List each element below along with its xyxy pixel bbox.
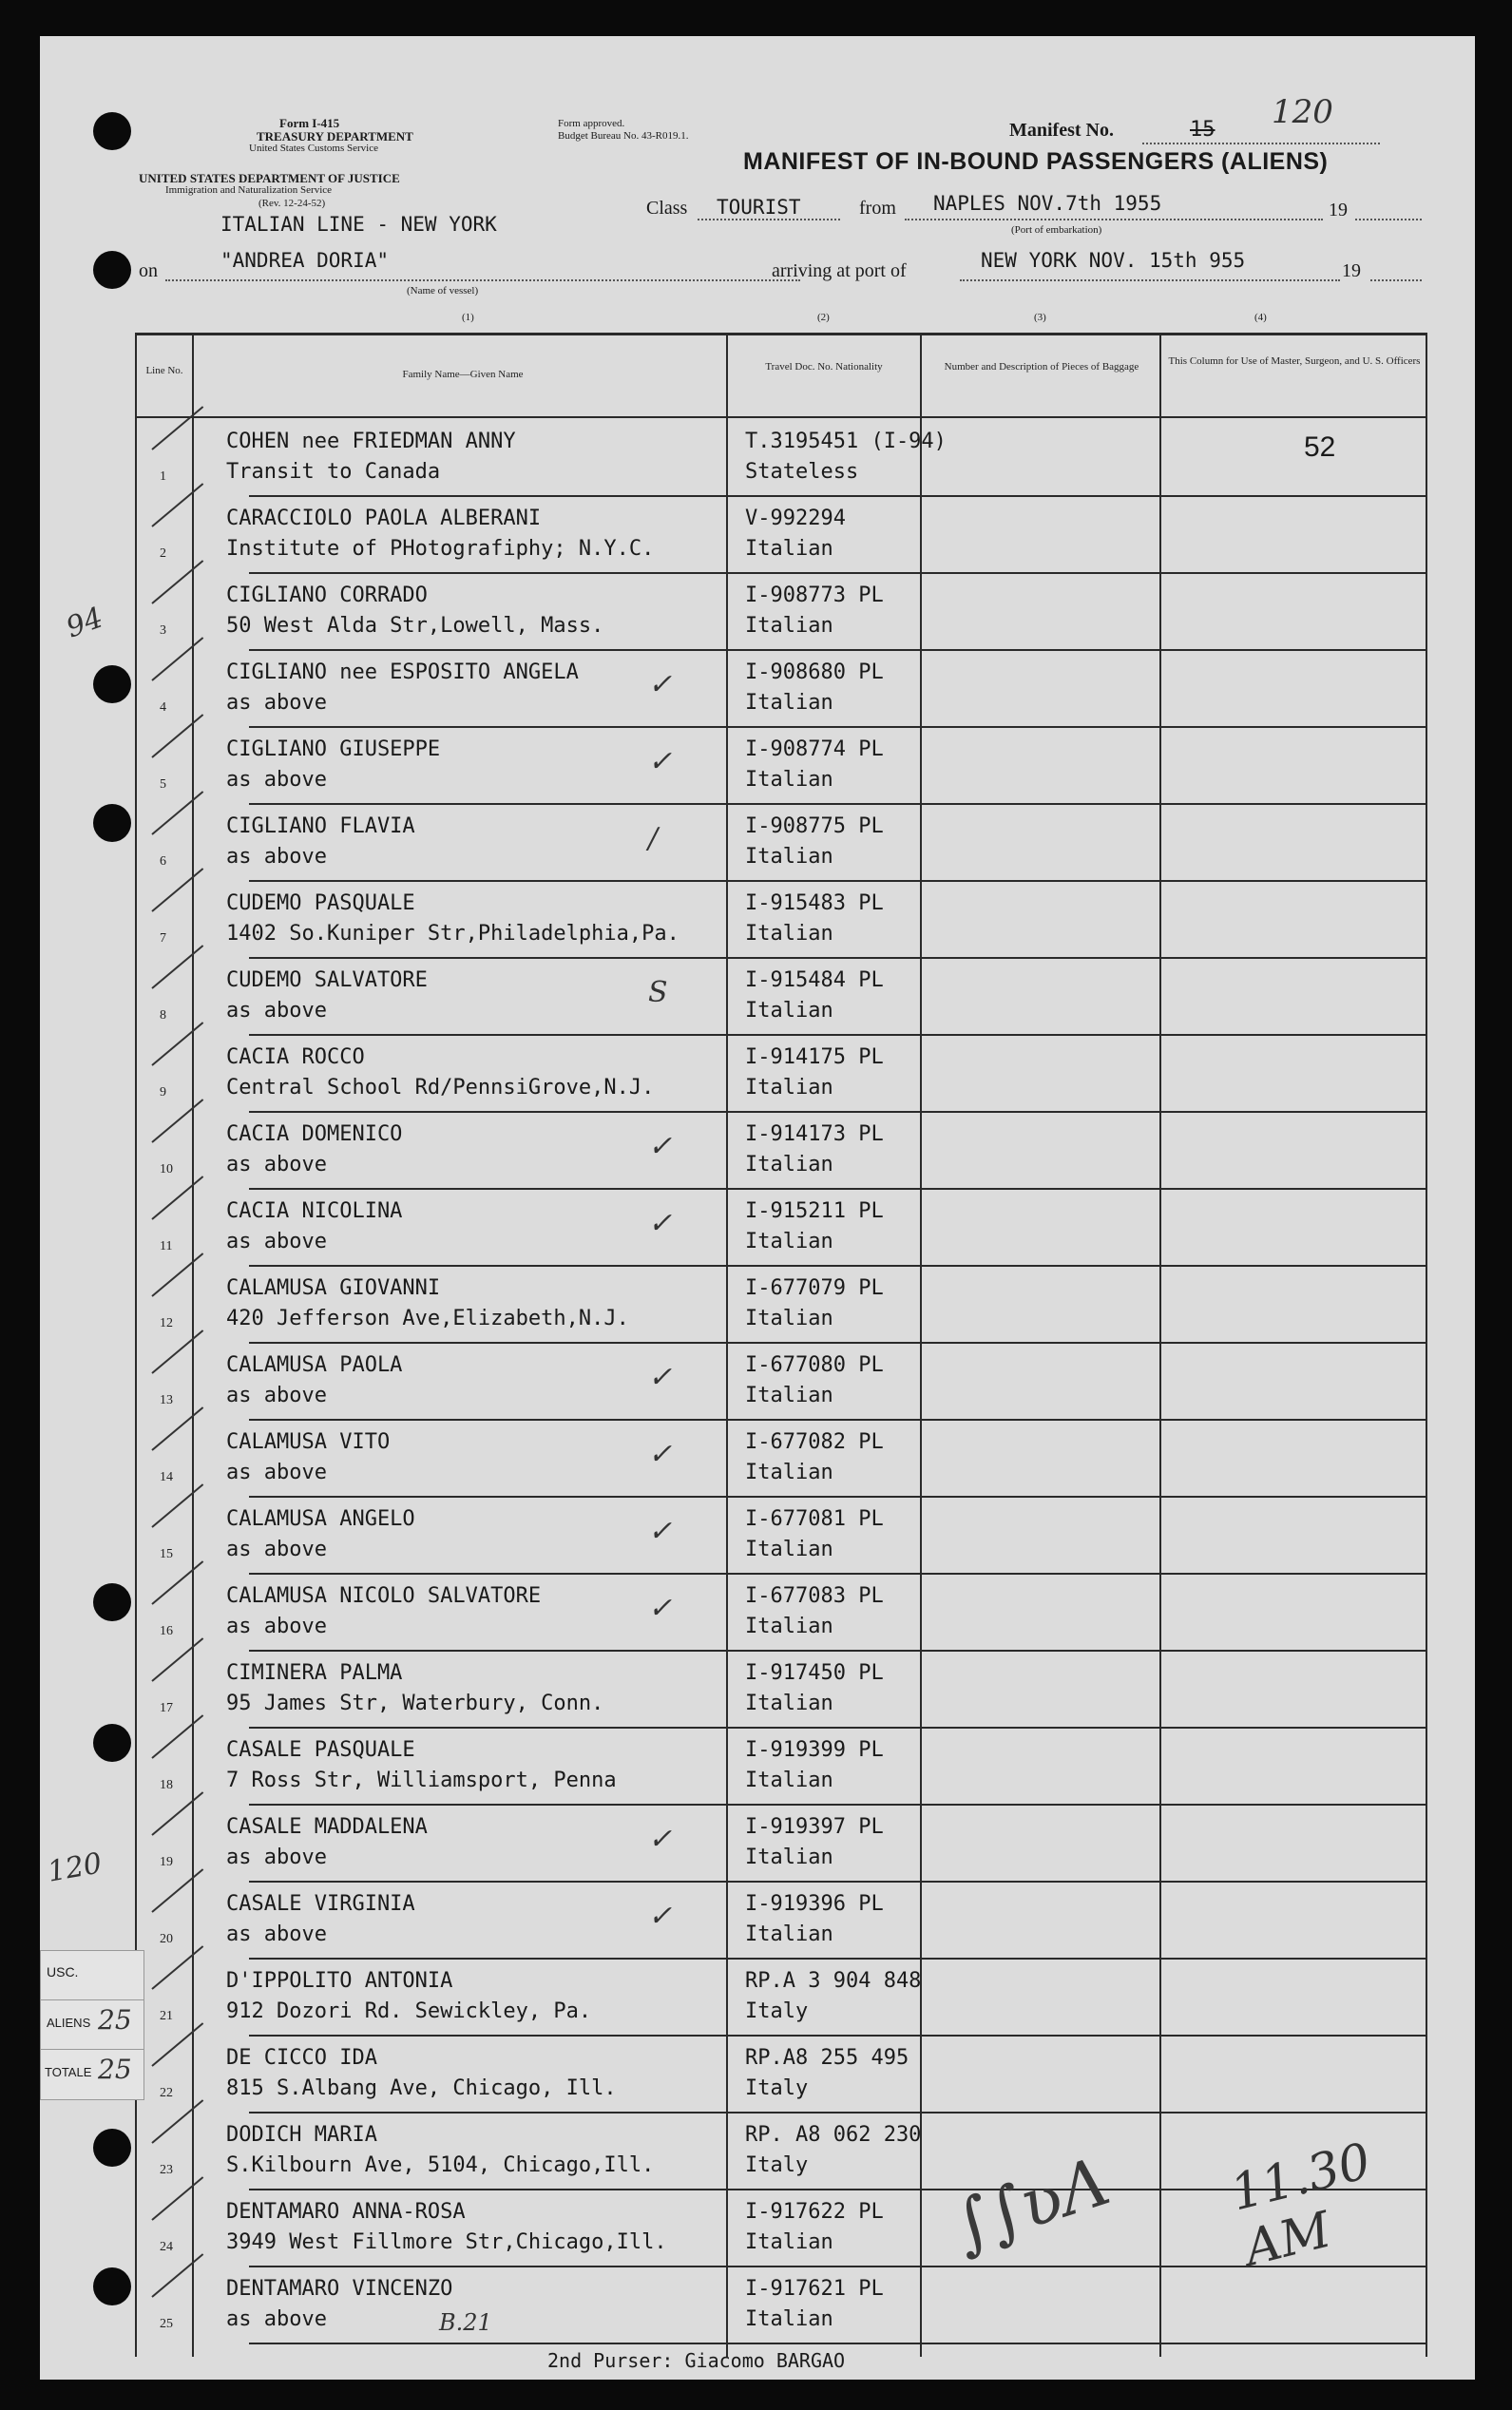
passenger-name: CACIA ROCCO [226, 1045, 365, 1069]
line-number: 24 [160, 2240, 173, 2254]
nationality: Italian [745, 768, 833, 792]
col-number-4: (4) [1254, 312, 1267, 323]
nationality: Italian [745, 1922, 833, 1946]
from-label: from [859, 198, 896, 219]
passenger-name: CASALE PASQUALE [226, 1738, 415, 1762]
passenger-address: 912 Dozori Rd. Sewickley, Pa. [226, 1999, 592, 2023]
nationality: Italian [745, 845, 833, 869]
travel-doc-number: I-908774 PL [745, 737, 884, 761]
binder-hole [93, 665, 131, 703]
binder-hole [93, 2129, 131, 2167]
travel-doc-number: I-677081 PL [745, 1507, 884, 1531]
from-value: NAPLES NOV.7th 1955 [933, 192, 1162, 215]
passenger-name: D'IPPOLITO ANTONIA [226, 1969, 453, 1993]
travel-doc-number: V-992294 [745, 507, 846, 530]
binder-hole [93, 1583, 131, 1621]
line-number: 11 [160, 1239, 173, 1253]
nationality: Italian [745, 1769, 833, 1792]
passenger-address: Institute of PHotografiphy; N.Y.C. [226, 537, 655, 561]
year-suffix-2: 19 [1342, 260, 1361, 281]
passenger-name: CIGLIANO GIUSEPPE [226, 737, 441, 761]
binder-hole [93, 112, 131, 150]
passenger-name: CIGLIANO FLAVIA [226, 814, 415, 838]
year-line [1355, 219, 1422, 220]
col-number-1: (1) [462, 312, 474, 323]
manifest-sheet [40, 36, 1475, 2380]
binder-hole [93, 804, 131, 842]
check-mark: ✓ [648, 1130, 673, 1163]
travel-doc-number: I-919396 PL [745, 1892, 884, 1916]
header-name: Family Name—Given Name [402, 369, 524, 380]
check-mark: ✓ [648, 1361, 673, 1394]
line-number: 1 [160, 469, 166, 484]
nationality: Italian [745, 691, 833, 715]
table-row [40, 959, 1427, 1036]
passenger-address: as above [226, 1538, 327, 1561]
line-number: 16 [160, 1624, 173, 1638]
stamp-usc-box [40, 1950, 144, 2001]
nationality: Italian [745, 1230, 833, 1253]
table-row [40, 2037, 1427, 2114]
table-row [40, 1036, 1427, 1113]
revision: (Rev. 12-24-52) [258, 198, 326, 209]
travel-doc-number: I-915483 PL [745, 891, 884, 915]
passenger-name: CALAMUSA ANGELO [226, 1507, 415, 1531]
travel-doc-number: I-915484 PL [745, 968, 884, 992]
bottom-hand-note: B.21 [439, 2309, 492, 2336]
table-header-rule [135, 416, 1427, 418]
line-number: 23 [160, 2163, 173, 2177]
nationality: Italy [745, 2076, 809, 2100]
nationality: Italian [745, 922, 833, 946]
binder-hole [93, 2267, 131, 2305]
table-row [40, 1113, 1427, 1190]
form-approved: Form approved. [558, 118, 625, 129]
header-officers: This Column for Use of Master, Surgeon, and U. S. Officers [1168, 355, 1421, 367]
justice-dept: UNITED STATES DEPARTMENT OF JUSTICE [139, 171, 400, 185]
passenger-name: CALAMUSA VITO [226, 1430, 391, 1454]
nationality: Italian [745, 1692, 833, 1715]
table-row [40, 2114, 1427, 2190]
arriving-line [960, 279, 1340, 281]
passenger-address: 50 West Alda Str,Lowell, Mass. [226, 614, 604, 638]
check-mark: ✓ [648, 1592, 673, 1625]
travel-doc-number: T.3195451 (I-94) [745, 430, 947, 453]
travel-doc-number: I-917622 PL [745, 2200, 884, 2224]
passenger-name: CALAMUSA PAOLA [226, 1353, 403, 1377]
col-number-3: (3) [1034, 312, 1046, 323]
manifest-title: MANIFEST OF IN-BOUND PASSENGERS (ALIENS) [743, 148, 1329, 175]
line-number: 15 [160, 1547, 173, 1561]
travel-doc-number: RP. A8 062 230 [745, 2123, 922, 2147]
table-row [40, 1806, 1427, 1883]
line-number: 2 [160, 546, 166, 561]
travel-doc-number: I-908680 PL [745, 660, 884, 684]
stamp-total-value: 25 [98, 2054, 132, 2085]
passenger-name: CIGLIANO nee ESPOSITO ANGELA [226, 660, 579, 684]
passenger-address: 420 Jefferson Ave,Elizabeth,N.J. [226, 1307, 629, 1330]
embark-caption: (Port of embarkation) [1011, 224, 1102, 236]
line-number: 6 [160, 854, 166, 869]
travel-doc-number: I-677080 PL [745, 1353, 884, 1377]
line-number: 12 [160, 1316, 173, 1330]
manifest-no-line [1142, 143, 1380, 144]
check-mark: ✓ [648, 1207, 673, 1240]
nationality: Italian [745, 2230, 833, 2254]
table-row [40, 651, 1427, 728]
line-number: 17 [160, 1701, 173, 1715]
line-number: 10 [160, 1162, 173, 1176]
travel-doc-number: I-677083 PL [745, 1584, 884, 1608]
officer-note: 52 [1304, 431, 1336, 463]
travel-doc-number: I-914175 PL [745, 1045, 884, 1069]
line-number: 19 [160, 1855, 173, 1869]
travel-doc-number: I-677082 PL [745, 1430, 884, 1454]
travel-doc-number: RP.A 3 904 848 [745, 1969, 922, 1993]
table-row [40, 497, 1427, 574]
arriving-label: arriving at port of [772, 260, 907, 281]
form-number: Form I-415 [279, 116, 340, 130]
passenger-address: 815 S.Albang Ave, Chicago, Ill. [226, 2076, 617, 2100]
line-number: 14 [160, 1470, 173, 1484]
line-number: 18 [160, 1778, 173, 1792]
stamp-aliens: ALIENS [47, 2016, 91, 2030]
passenger-name: CACIA DOMENICO [226, 1122, 403, 1146]
passenger-name: CALAMUSA GIOVANNI [226, 1276, 441, 1300]
stamp-aliens-box [40, 1999, 144, 2051]
passenger-address: as above [226, 1846, 327, 1869]
table-row [40, 1883, 1427, 1960]
passenger-address: as above [226, 1384, 327, 1407]
check-mark: ✓ [648, 1900, 673, 1933]
travel-doc-number: RP.A8 255 495 [745, 2046, 909, 2070]
passenger-name: CUDEMO SALVATORE [226, 968, 428, 992]
line-number: 5 [160, 777, 166, 792]
check-mark: ✓ [648, 1438, 673, 1471]
passenger-name: CARACCIOLO PAOLA ALBERANI [226, 507, 542, 530]
purser-signature-line: 2nd Purser: Giacomo BARGAO [547, 2349, 846, 2372]
shipping-line: ITALIAN LINE - NEW YORK [220, 213, 497, 236]
table-row [40, 1729, 1427, 1806]
table-row [40, 1960, 1427, 2037]
passenger-address: as above [226, 1153, 327, 1176]
treasury-dept: TREASURY DEPARTMENT [257, 129, 413, 143]
passenger-address: as above [226, 691, 327, 715]
passenger-address: as above [226, 845, 327, 869]
passenger-address: 3949 West Fillmore Str,Chicago,Ill. [226, 2230, 667, 2254]
line-number: 7 [160, 931, 166, 946]
passenger-address: 7 Ross Str, Williamsport, Penna [226, 1769, 617, 1792]
table-row [40, 1575, 1427, 1652]
check-mark: S [648, 976, 668, 1009]
check-mark: / [648, 822, 659, 855]
passenger-name: DODICH MARIA [226, 2123, 377, 2147]
row-divider [249, 2343, 1426, 2344]
travel-doc-number: I-915211 PL [745, 1199, 884, 1223]
table-row [40, 2190, 1427, 2267]
vessel-name: "ANDREA DORIA" [220, 249, 390, 272]
from-line [905, 219, 1323, 220]
line-number: 13 [160, 1393, 173, 1407]
manifest-label: Manifest No. [1009, 120, 1114, 141]
nationality: Italian [745, 1846, 833, 1869]
nationality: Italian [745, 614, 833, 638]
class-line [698, 219, 840, 220]
class-value: TOURIST [717, 196, 801, 219]
year-line-2 [1370, 279, 1422, 281]
stamp-total: TOTALE [45, 2065, 92, 2079]
on-label: on [139, 260, 158, 281]
table-row [40, 1190, 1427, 1267]
travel-doc-number: I-908773 PL [745, 583, 884, 607]
margin-note-mid: 120 [45, 1846, 105, 1889]
line-number: 3 [160, 623, 166, 638]
passenger-name: DENTAMARO ANNA-ROSA [226, 2200, 466, 2224]
passenger-address: 95 James Str, Waterbury, Conn. [226, 1692, 604, 1715]
check-mark: ✓ [648, 668, 673, 701]
line-number: 20 [160, 1932, 173, 1946]
line-number: 21 [160, 2009, 173, 2023]
nationality: Italian [745, 1461, 833, 1484]
table-row [40, 805, 1427, 882]
passenger-address: S.Kilbourn Ave, 5104, Chicago,Ill. [226, 2153, 655, 2177]
passenger-name: CUDEMO PASQUALE [226, 891, 415, 915]
header-travel-doc: Travel Doc. No. Nationality [765, 361, 883, 373]
nationality: Stateless [745, 460, 859, 484]
table-row [40, 882, 1427, 959]
arriving-value: NEW YORK NOV. 15th 955 [981, 249, 1246, 272]
passenger-address: as above [226, 1230, 327, 1253]
nationality: Italy [745, 1999, 809, 2023]
table-row [40, 728, 1427, 805]
stamp-usc: USC. [47, 1964, 79, 1980]
manifest-struck: 15 [1190, 118, 1215, 142]
ins-service: Immigration and Naturalization Service [165, 184, 333, 196]
nationality: Italian [745, 1384, 833, 1407]
passenger-address: Transit to Canada [226, 460, 441, 484]
travel-doc-number: I-919397 PL [745, 1815, 884, 1839]
col-number-2: (2) [817, 312, 830, 323]
table-row [40, 1344, 1427, 1421]
passenger-name: CASALE VIRGINIA [226, 1892, 415, 1916]
nationality: Italy [745, 2153, 809, 2177]
nationality: Italian [745, 1615, 833, 1638]
nationality: Italian [745, 1153, 833, 1176]
passenger-address: as above [226, 1615, 327, 1638]
passenger-name: CIGLIANO CORRADO [226, 583, 428, 607]
passenger-address: as above [226, 2307, 327, 2331]
passenger-address: Central School Rd/PennsiGrove,N.J. [226, 1076, 655, 1100]
vessel-caption: (Name of vessel) [407, 285, 479, 296]
table-row [40, 1421, 1427, 1498]
check-mark: ✓ [648, 1515, 673, 1548]
nationality: Italian [745, 999, 833, 1023]
passenger-address: as above [226, 768, 327, 792]
line-number: 9 [160, 1085, 166, 1100]
passenger-address: as above [226, 1922, 327, 1946]
officer-signature: ∫∫ʋΛ [944, 2142, 1119, 2266]
table-row [40, 574, 1427, 651]
nationality: Italian [745, 537, 833, 561]
customs-service: United States Customs Service [249, 143, 378, 154]
stamp-total-box [40, 2049, 144, 2100]
passenger-name: DE CICCO IDA [226, 2046, 377, 2070]
class-label: Class [646, 198, 688, 219]
travel-doc-number: I-914173 PL [745, 1122, 884, 1146]
travel-doc-number: I-919399 PL [745, 1738, 884, 1762]
table-row [40, 420, 1427, 497]
travel-doc-number: I-677079 PL [745, 1276, 884, 1300]
table-row [40, 1652, 1427, 1729]
nationality: Italian [745, 1307, 833, 1330]
passenger-name: CIMINERA PALMA [226, 1661, 403, 1685]
line-number: 25 [160, 2317, 173, 2331]
time-annotation: 11.30 AM [1225, 2133, 1377, 2278]
passenger-name: CASALE MADDALENA [226, 1815, 428, 1839]
table-row [40, 1498, 1427, 1575]
table-row [40, 2267, 1427, 2344]
row-tick [151, 406, 203, 450]
budget-bureau: Budget Bureau No. 43-R019.1. [558, 130, 689, 142]
table-row [40, 1267, 1427, 1344]
line-number: 4 [160, 700, 166, 715]
passenger-name: DENTAMARO VINCENZO [226, 2277, 453, 2301]
binder-hole [93, 251, 131, 289]
nationality: Italian [745, 1076, 833, 1100]
travel-doc-number: I-917450 PL [745, 1661, 884, 1685]
table-top-rule [135, 333, 1427, 335]
passenger-name: CALAMUSA NICOLO SALVATORE [226, 1584, 542, 1608]
travel-doc-number: I-908775 PL [745, 814, 884, 838]
travel-doc-number: I-917621 PL [745, 2277, 884, 2301]
passenger-address: 1402 So.Kuniper Str,Philadelphia,Pa. [226, 922, 679, 946]
nationality: Italian [745, 1538, 833, 1561]
manifest-number: 120 [1272, 93, 1333, 131]
header-line-no: Line No. [145, 365, 183, 376]
passenger-name: CACIA NICOLINA [226, 1199, 403, 1223]
header-baggage: Number and Description of Pieces of Baggage [944, 361, 1139, 373]
check-mark: ✓ [648, 1823, 673, 1856]
line-number: 22 [160, 2086, 173, 2100]
passenger-name: COHEN nee FRIEDMAN ANNY [226, 430, 516, 453]
passenger-address: as above [226, 999, 327, 1023]
stamp-aliens-value: 25 [98, 2004, 132, 2036]
margin-note-top: 94 [62, 601, 108, 645]
binder-hole [93, 1724, 131, 1762]
passenger-address: as above [226, 1461, 327, 1484]
year-suffix: 19 [1329, 200, 1348, 220]
line-number: 8 [160, 1008, 166, 1023]
check-mark: ✓ [648, 745, 673, 778]
nationality: Italian [745, 2307, 833, 2331]
vessel-line [165, 279, 800, 281]
